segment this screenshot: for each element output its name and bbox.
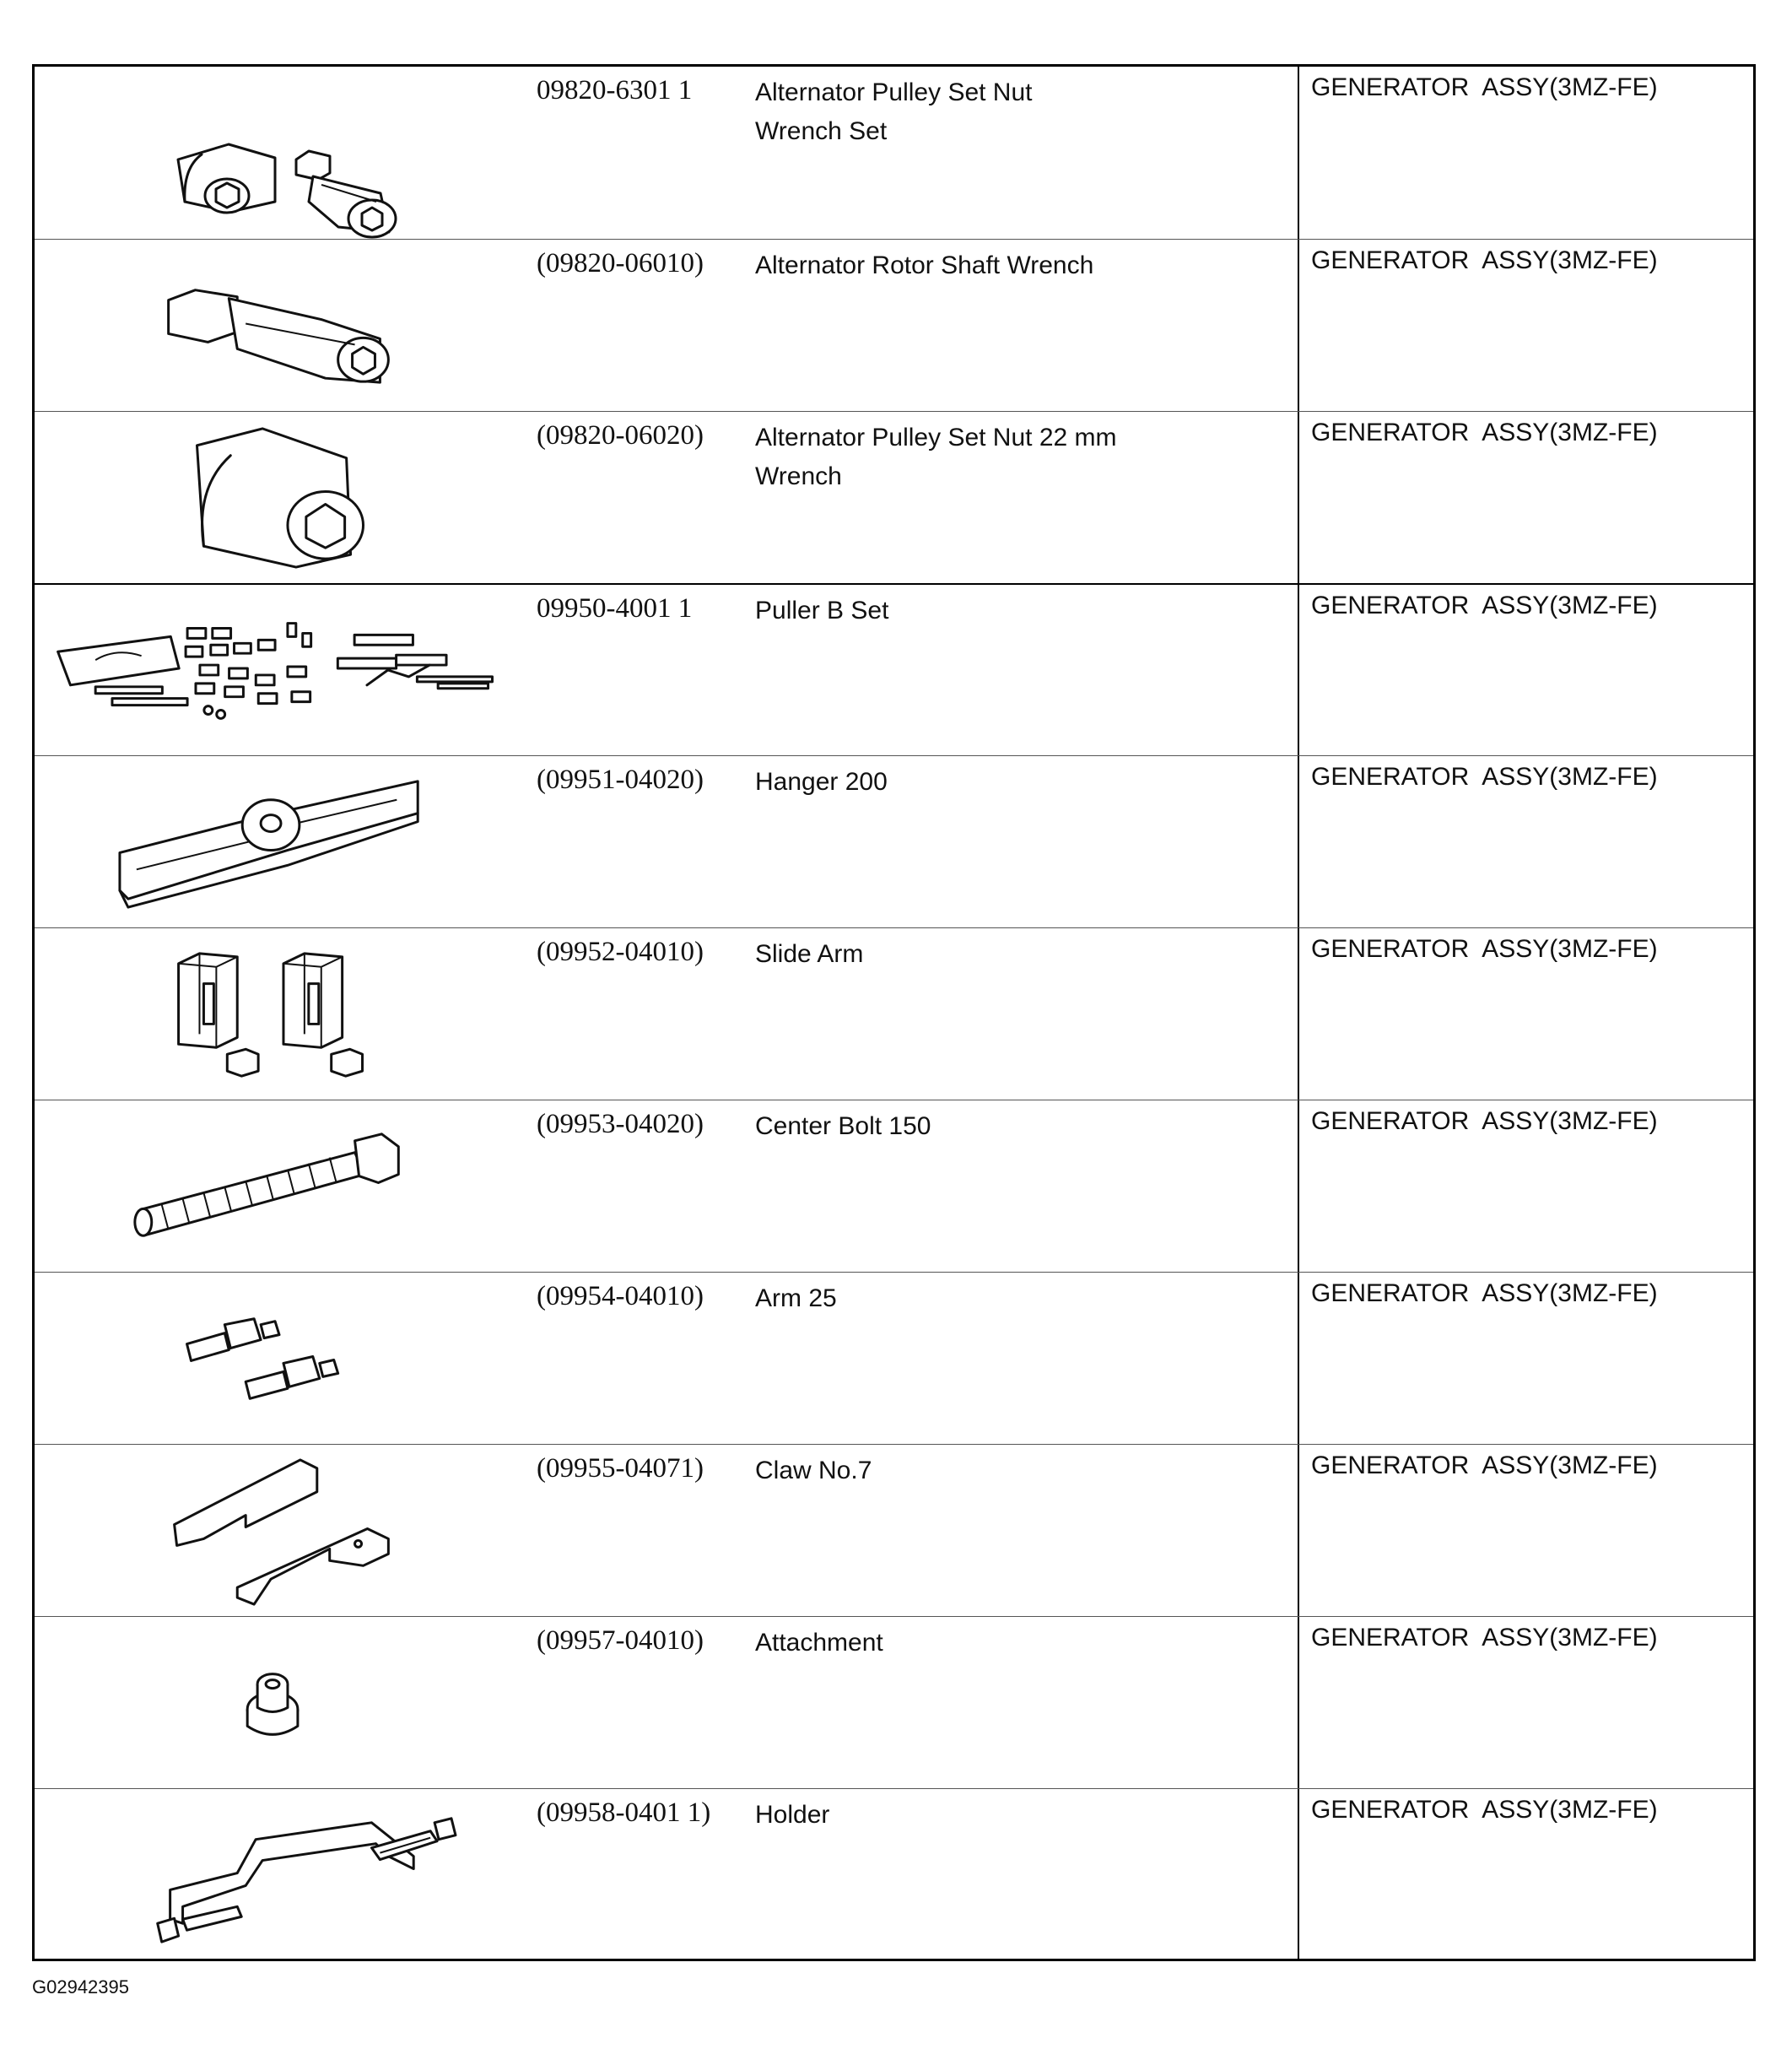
applies-to: GENERATOR ASSY(3MZ-FE) <box>1311 935 1658 963</box>
puller-set-icon <box>35 585 524 755</box>
tool-name-line: Alternator Pulley Set Nut 22 mm <box>755 424 1117 451</box>
table-row <box>35 239 1753 411</box>
tool-name-line: Arm 25 <box>755 1284 837 1312</box>
table-row <box>35 1272 1753 1444</box>
tool-name <box>755 1451 1278 1490</box>
tool-name-line: Center Bolt 150 <box>755 1112 931 1140</box>
tool-name-line: Puller B Set <box>755 597 889 624</box>
part-number: (09957-04010) <box>537 1625 704 1656</box>
tool-name <box>755 1796 1278 1835</box>
table-row <box>35 755 1753 927</box>
applies-to: GENERATOR ASSY(3MZ-FE) <box>1311 73 1658 101</box>
special-tools-table <box>32 64 1756 1961</box>
applies-to: GENERATOR ASSY(3MZ-FE) <box>1311 246 1658 274</box>
tool-name-line: Alternator Pulley Set Nut <box>755 78 1033 106</box>
part-number: 09950-4001 1 <box>537 593 693 624</box>
applies-to: GENERATOR ASSY(3MZ-FE) <box>1311 1279 1658 1307</box>
slide-arm-icon <box>35 928 524 1100</box>
table-row <box>35 67 1753 239</box>
tool-name-line: Wrench Set <box>755 117 888 145</box>
tool-name <box>755 935 1278 974</box>
holder-icon <box>35 1789 524 1961</box>
tool-name-line: Alternator Rotor Shaft Wrench <box>755 251 1094 279</box>
table-row <box>35 1788 1753 1961</box>
attachment-icon <box>35 1617 524 1788</box>
claw-icon <box>35 1445 524 1616</box>
applies-to: GENERATOR ASSY(3MZ-FE) <box>1311 763 1658 791</box>
applies-to: GENERATOR ASSY(3MZ-FE) <box>1311 1451 1658 1479</box>
table-row <box>35 583 1753 755</box>
part-number: (09820-06020) <box>537 420 704 451</box>
table-row <box>35 1616 1753 1788</box>
socket-22mm-icon <box>35 412 524 583</box>
part-number: 09820-6301 1 <box>537 75 693 105</box>
applies-to: GENERATOR ASSY(3MZ-FE) <box>1311 1796 1658 1824</box>
applies-to: GENERATOR ASSY(3MZ-FE) <box>1311 419 1658 446</box>
part-number: (09954-04010) <box>537 1281 704 1311</box>
arm-25-icon <box>35 1273 524 1444</box>
tool-name-line: Holder <box>755 1801 830 1829</box>
tool-name-line: Slide Arm <box>755 940 864 968</box>
tool-name <box>755 246 1278 285</box>
table-row <box>35 1444 1753 1616</box>
center-bolt-icon <box>35 1100 524 1272</box>
tool-name <box>755 763 1278 802</box>
table-row <box>35 1100 1753 1272</box>
tool-name <box>755 1624 1278 1662</box>
hanger-icon <box>35 756 524 927</box>
part-number: (09953-04020) <box>537 1109 704 1139</box>
tool-name-line: Attachment <box>755 1629 883 1657</box>
tool-name <box>755 592 1278 630</box>
part-number: (09958-0401 1) <box>537 1797 711 1828</box>
part-number: (09951-04020) <box>537 765 704 795</box>
part-number: (09952-04010) <box>537 937 704 967</box>
table-row <box>35 927 1753 1100</box>
tool-name <box>755 73 1278 151</box>
table-row <box>35 411 1753 583</box>
part-number: (09820-06010) <box>537 248 704 278</box>
tool-name-line: Wrench <box>755 462 842 490</box>
tool-name-line: Claw No.7 <box>755 1457 872 1484</box>
tool-name-line: Hanger 200 <box>755 768 888 796</box>
part-number: (09955-04071) <box>537 1453 704 1484</box>
applies-to: GENERATOR ASSY(3MZ-FE) <box>1311 1624 1658 1651</box>
applies-to: GENERATOR ASSY(3MZ-FE) <box>1311 1107 1658 1135</box>
tool-name <box>755 1279 1278 1318</box>
rotor-shaft-wrench-icon <box>35 240 524 411</box>
tool-name <box>755 1107 1278 1146</box>
pulley-nut-wrench-set-icon <box>35 67 524 239</box>
tool-name <box>755 419 1278 496</box>
applies-to: GENERATOR ASSY(3MZ-FE) <box>1311 592 1658 619</box>
figure-id: G02942395 <box>32 1976 129 1997</box>
